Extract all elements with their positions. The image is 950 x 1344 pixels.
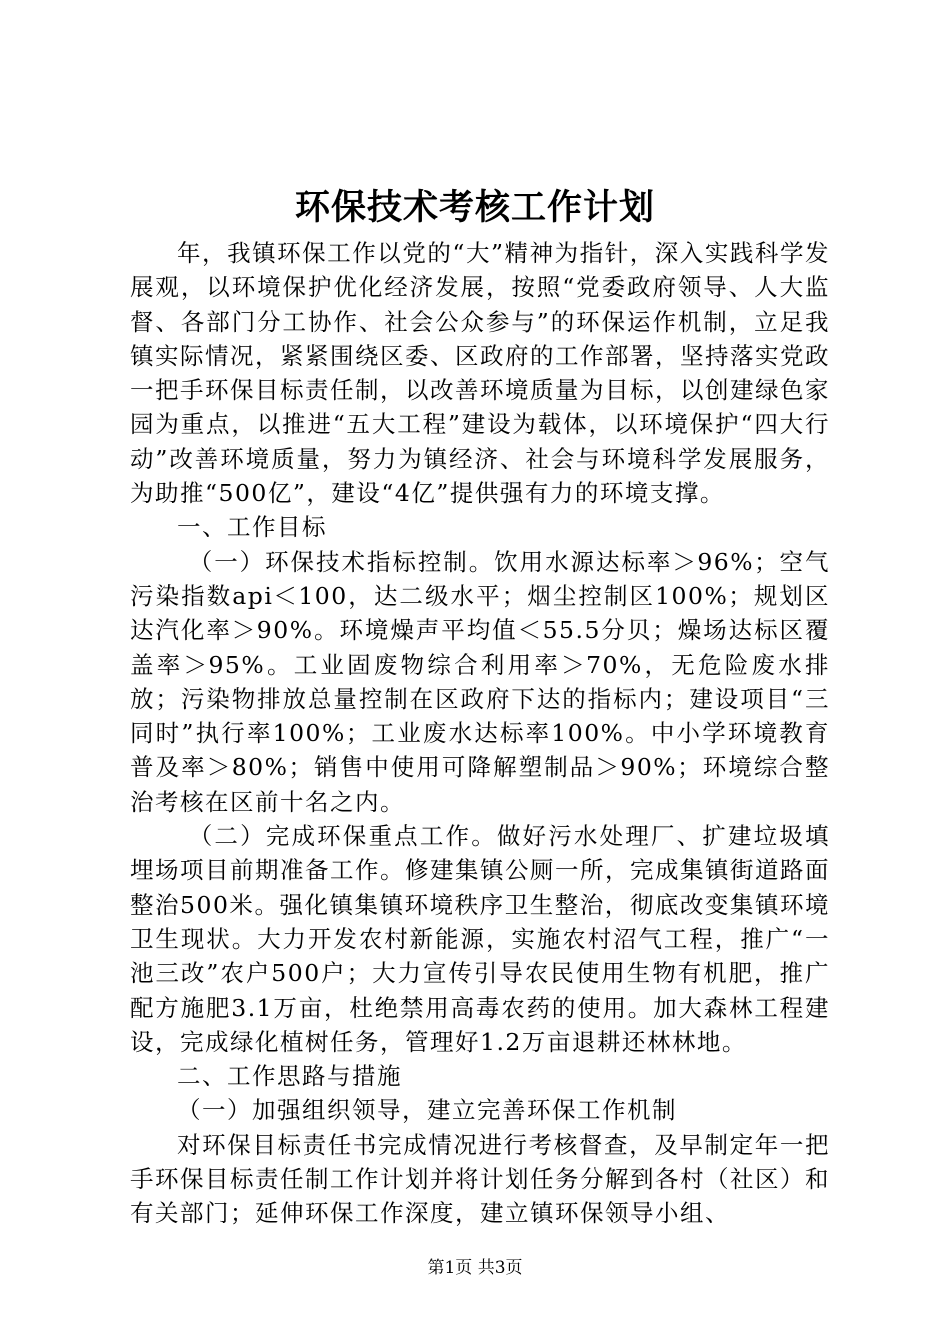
intro-paragraph: 年，我镇环保工作以党的“大”精神为指针，深入实践科学发展观，以环境保护优化经济发展，按照“党委政府领导、人大监督、各部门分工协作、社会公众参与”的环保运作机制，立足我镇实际情况，紧紧围绕区委、区政府的工作部署，坚持落实党政一把手环保目标责任制，以改善环境质量为目标，以创建绿色家园为重点，以推进“五大工程”建设为载体，以环境保护“四大行动”改善环境质量，努力为镇经济、社会与环境科学发展服务，为助推“500亿”，建设“4亿”提供强有力的环境支撑。 (130, 239, 830, 508)
document-body (130, 236, 830, 1231)
goals-paragraph-2: （二）完成环保重点工作。做好污水处理厂、扩建垃圾填埋场项目前期准备工作。修建集镇公厕一所，完成集镇街道路面整治500米。强化镇集镇环境秩序卫生整治，彻底改变集镇环境卫生现状。大力开发农村新能源，实施农村沼气工程，推广“一池三改”农户500户；大力宣传引导农民使用生物有机肥，推广配方施肥3.1万亩，杜绝禁用高毒农药的使用。加大森林工程建设，完成绿化植树任务，管理好1.2万亩退耕还林林地。 (130, 822, 830, 1056)
measures-paragraph-1: 对环保目标责任书完成情况进行考核督查，及早制定年一把手环保目标责任制工作计划并将计划任务分解到各村（社区）和有关部门；延伸环保工作深度，建立镇环保领导小组、 (130, 1130, 830, 1228)
goals-paragraph-1: （一）环保技术指标控制。饮用水源达标率＞96%；空气污染指数api＜100，达二级水平；烟尘控制区100%；规划区达汽化率＞90%。环境燥声平均值＜55.5分贝；燥场达标区覆盖率＞95%。工业固废物综合利用率＞70%，无危险废水排放；污染物排放总量控制在区政府下达的指标内；建设项目“三同时”执行率100%；工业废水达标率100%。中小学环境教育普及率＞80%；销售中使用可降解塑制品＞90%；环境综合整治考核在区前十名之内。 (130, 547, 830, 816)
section-heading-measures: 二、工作思路与措施 (177, 1062, 402, 1091)
document-title: 环保技术考核工作计划 (294, 187, 655, 228)
subheading-organization: （一）加强组织领导，建立完善环保工作机制 (177, 1096, 677, 1125)
section-heading-goals: 一、工作目标 (177, 513, 327, 542)
page-number-footer: 第1页 共3页 (427, 1258, 523, 1278)
